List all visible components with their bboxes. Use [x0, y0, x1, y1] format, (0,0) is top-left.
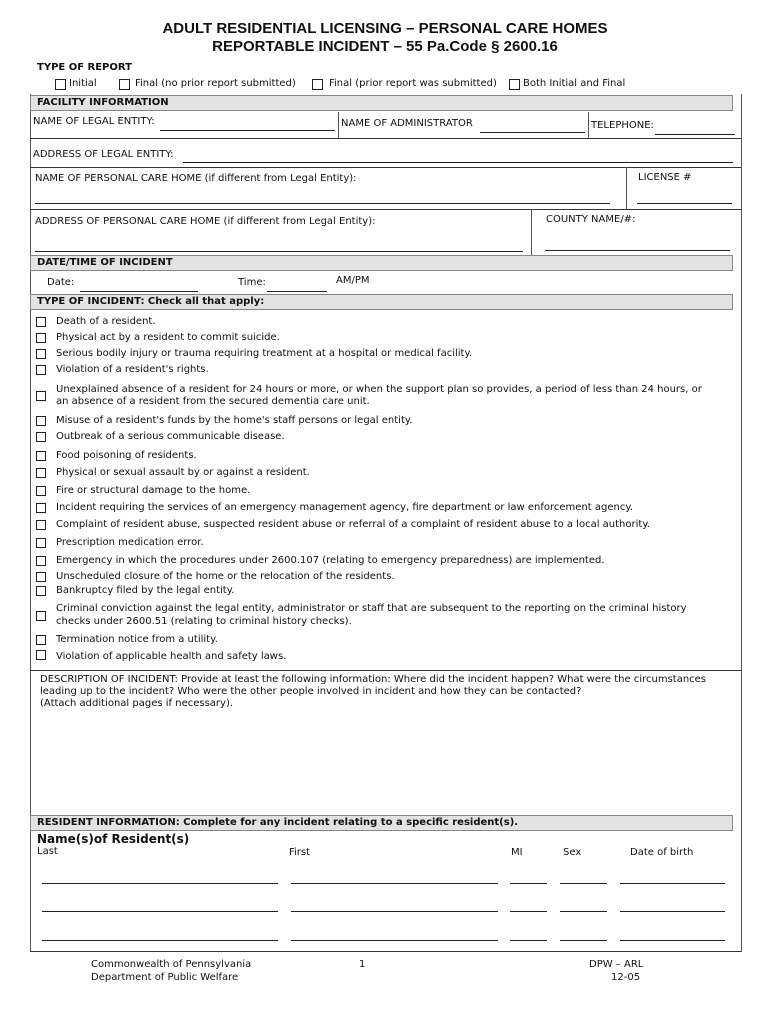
ampm-label: AM/PM [336, 275, 370, 286]
facility-section-header: FACILITY INFORMATION [30, 95, 733, 111]
incident-label: Emergency in which the procedures under 2600.107 (relating to emergency preparedness) are implemented. [56, 555, 605, 566]
report-initial-label: Initial [69, 78, 97, 89]
license-label: LICENSE # [638, 172, 692, 183]
incident-checkbox[interactable] [36, 611, 46, 621]
county-field[interactable] [545, 250, 730, 251]
incident-checkbox[interactable] [36, 365, 46, 375]
incident-label: Complaint of resident abuse, suspected resident abuse or referral of a complaint of resident abuse to a local authority. [56, 519, 650, 530]
incident-label: Food poisoning of residents. [56, 450, 197, 461]
col-last: Last [37, 846, 58, 857]
telephone-label: TELEPHONE: [591, 120, 654, 131]
resident-last-field[interactable] [42, 883, 278, 884]
administrator-label: NAME OF ADMINISTRATOR [341, 118, 473, 129]
incident-checkbox[interactable] [36, 416, 46, 426]
incident-label: Serious bodily injury or trauma requiring treatment at a hospital or medical facility. [56, 348, 473, 359]
description-line1: DESCRIPTION OF INCIDENT: Provide at least the following information: Where did the incident happen? What were the circumstances [40, 674, 707, 685]
frame-bottom [30, 951, 741, 952]
divider [30, 138, 741, 139]
incident-checkbox[interactable] [36, 538, 46, 548]
incident-checkbox[interactable] [36, 650, 46, 660]
telephone-field[interactable] [655, 134, 735, 135]
legal-entity-field[interactable] [160, 130, 335, 131]
resident-mi-field[interactable] [510, 883, 547, 884]
incident-label: Fire or structural damage to the home. [56, 485, 251, 496]
date-field[interactable] [80, 291, 198, 292]
county-label: COUNTY NAME/#: [546, 214, 636, 225]
incident-label-cont: an absence of a resident from the secured dementia care unit. [56, 396, 370, 407]
incident-label: Outbreak of a serious communicable disease. [56, 431, 285, 442]
incident-label: Physical act by a resident to commit suicide. [56, 332, 280, 343]
divider [30, 670, 741, 671]
divider [30, 167, 741, 168]
frame-right [741, 94, 742, 952]
incident-checkbox[interactable] [36, 451, 46, 461]
incident-label: Unexplained absence of a resident for 24 hours or more, or when the support plan so provides, a period of less than 24 hours, or [56, 384, 702, 395]
incident-checkbox[interactable] [36, 572, 46, 582]
form-title-line2: REPORTABLE INCIDENT – 55 Pa.Code § 2600.16 [212, 38, 558, 55]
resident-last-field[interactable] [42, 911, 278, 912]
resident-section-header: RESIDENT INFORMATION: Complete for any incident relating to a specific resident(s). [30, 815, 733, 831]
report-final-prior-checkbox[interactable] [312, 79, 323, 90]
resident-first-field[interactable] [291, 911, 498, 912]
resident-names-heading: Name(s)of Resident(s) [37, 832, 190, 846]
divider [338, 112, 339, 138]
resident-last-field[interactable] [42, 940, 278, 941]
report-both-checkbox[interactable] [509, 79, 520, 90]
form-title-line1: ADULT RESIDENTIAL LICENSING – PERSONAL CARE HOMES [162, 20, 608, 37]
pch-address-field[interactable] [35, 251, 523, 252]
time-label: Time: [238, 277, 266, 288]
date-label: Date: [47, 277, 75, 288]
incident-label: Prescription medication error. [56, 537, 204, 548]
incident-label: Criminal conviction against the legal entity, administrator or staff that are subsequent to the reporting on the criminal history [56, 603, 687, 614]
incident-label: Violation of applicable health and safety laws. [56, 651, 287, 662]
description-line3: (Attach additional pages if necessary). [40, 698, 234, 709]
time-field[interactable] [267, 291, 327, 292]
description-text-area[interactable] [40, 712, 730, 812]
resident-mi-field[interactable] [510, 940, 547, 941]
incident-label: Unscheduled closure of the home or the relocation of the residents. [56, 571, 395, 582]
report-type-label: TYPE OF REPORT [37, 62, 132, 73]
resident-sex-field[interactable] [560, 940, 607, 941]
incident-checkbox[interactable] [36, 635, 46, 645]
report-both-label: Both Initial and Final [523, 78, 626, 89]
resident-dob-field[interactable] [620, 940, 725, 941]
divider [531, 209, 532, 255]
incident-label: Termination notice from a utility. [56, 634, 218, 645]
incident-checkbox[interactable] [36, 503, 46, 513]
pch-name-field[interactable] [35, 203, 610, 204]
footer-org-line1: Commonwealth of Pennsylvania [91, 959, 252, 970]
report-initial-checkbox[interactable] [55, 79, 66, 90]
col-dob: Date of birth [630, 847, 694, 858]
incident-label: Misuse of a resident's funds by the home's staff persons or legal entity. [56, 415, 413, 426]
incident-label: Death of a resident. [56, 316, 156, 327]
resident-sex-field[interactable] [560, 911, 607, 912]
col-first: First [289, 847, 311, 858]
incident-checkbox[interactable] [36, 317, 46, 327]
license-field[interactable] [637, 203, 732, 204]
incident-label: Incident requiring the services of an emergency management agency, fire department or law enforcement agency. [56, 502, 634, 513]
footer-org-line2: Department of Public Welfare [91, 972, 239, 983]
resident-dob-field[interactable] [620, 883, 725, 884]
incident-checkbox[interactable] [36, 333, 46, 343]
divider [626, 167, 627, 209]
incident-checkbox[interactable] [36, 520, 46, 530]
resident-mi-field[interactable] [510, 911, 547, 912]
footer-page-number: 1 [359, 959, 366, 970]
resident-dob-field[interactable] [620, 911, 725, 912]
description-line2: leading up to the incident? Who were the other people involved in incident and how they can be contacted? [40, 686, 582, 697]
address-legal-field[interactable] [183, 162, 733, 163]
incident-checkbox[interactable] [36, 349, 46, 359]
col-sex: Sex [563, 847, 582, 858]
address-legal-label: ADDRESS OF LEGAL ENTITY: [33, 149, 174, 160]
footer-form-date: 12-05 [611, 972, 641, 983]
resident-sex-field[interactable] [560, 883, 607, 884]
legal-entity-label: NAME OF LEGAL ENTITY: [33, 116, 155, 127]
incident-checkbox[interactable] [36, 391, 46, 401]
report-final-no-prior-label: Final (no prior report submitted) [135, 78, 296, 89]
report-final-prior-label: Final (prior report was submitted) [329, 78, 497, 89]
incident-label-cont: checks under 2600.51 (relating to criminal history checks). [56, 616, 352, 627]
incident-label: Violation of a resident's rights. [56, 364, 209, 375]
datetime-section-header: DATE/TIME OF INCIDENT [30, 255, 733, 271]
incident-checkbox[interactable] [36, 468, 46, 478]
pch-address-label: ADDRESS OF PERSONAL CARE HOME (if different from Legal Entity): [35, 216, 376, 227]
incident-label: Bankruptcy filed by the legal entity. [56, 585, 235, 596]
incident-checkbox[interactable] [36, 586, 46, 596]
resident-first-field[interactable] [291, 940, 498, 941]
divider [588, 112, 589, 138]
incident-checkbox[interactable] [36, 486, 46, 496]
incident-type-section-header: TYPE OF INCIDENT: Check all that apply: [30, 294, 733, 310]
incident-label: Physical or sexual assault by or against a resident. [56, 467, 310, 478]
footer-form-id: DPW – ARL [589, 959, 644, 970]
report-final-no-prior-checkbox[interactable] [119, 79, 130, 90]
administrator-field[interactable] [480, 132, 585, 133]
resident-first-field[interactable] [291, 883, 498, 884]
incident-checkbox[interactable] [36, 556, 46, 566]
incident-checkbox[interactable] [36, 432, 46, 442]
col-mi: MI [511, 847, 523, 858]
pch-name-label: NAME OF PERSONAL CARE HOME (if different from Legal Entity): [35, 173, 357, 184]
divider [30, 209, 741, 210]
